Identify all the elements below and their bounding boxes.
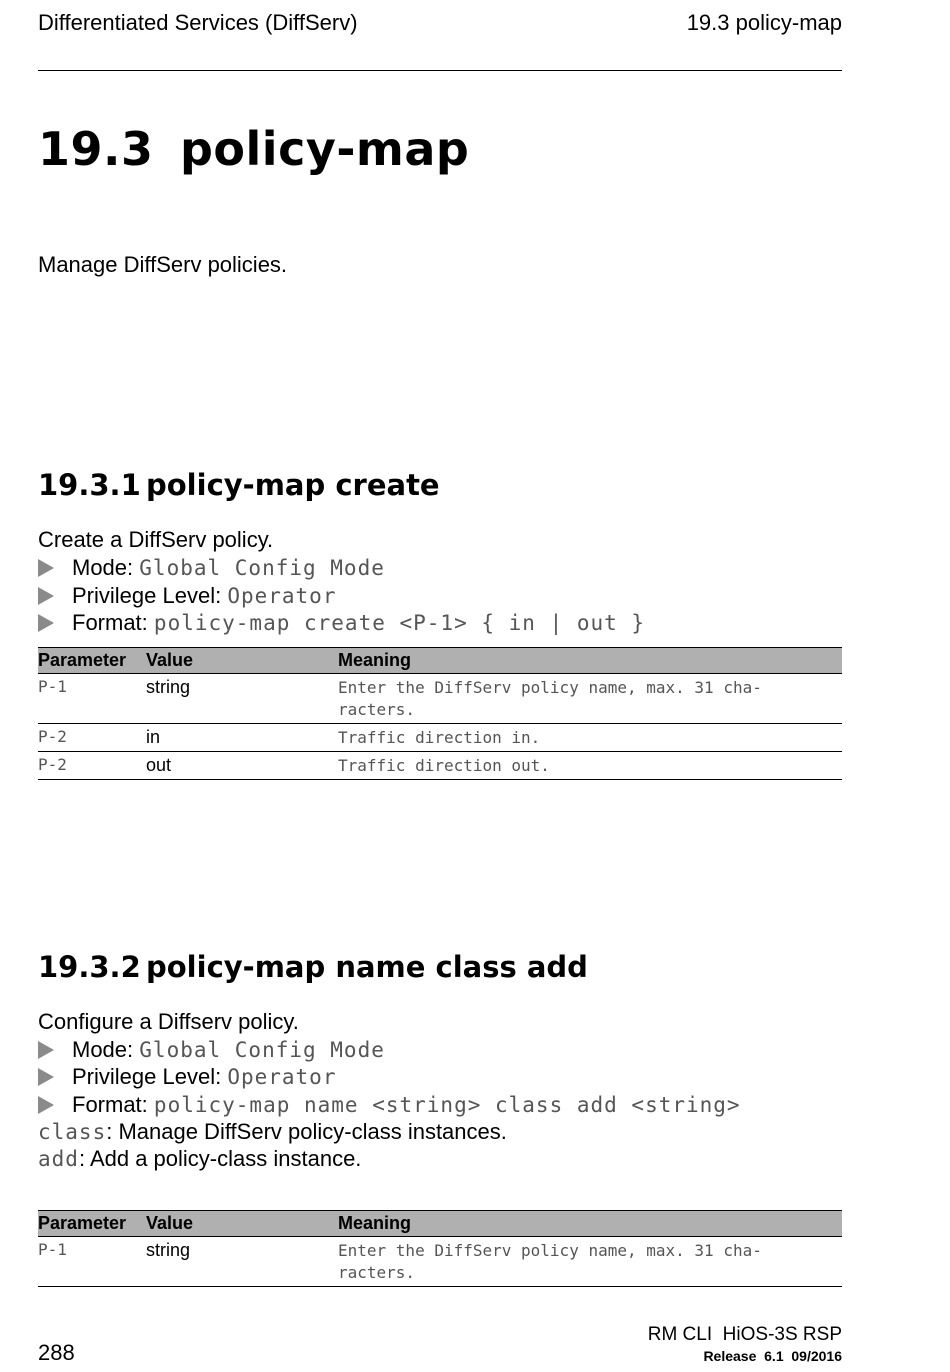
table-row: P-1 string Enter the DiffServ policy name, max. 31 cha-racters. [38, 674, 842, 724]
col-header-value: Value [146, 1211, 338, 1237]
running-header-chapter: Differentiated Services (DiffServ) [38, 10, 358, 35]
table-row: P-1 string Enter the DiffServ policy name, max. 31 cha-racters. [38, 1237, 842, 1287]
col-header-value: Value [146, 648, 338, 674]
section-number: 19.3 [38, 122, 154, 176]
privilege-value: Operator [227, 584, 337, 608]
privilege-value: Operator [227, 1065, 337, 1089]
mode-value: Global Config Mode [139, 1038, 385, 1062]
note-class: class: Manage DiffServ policy-class instances. [38, 1119, 507, 1144]
mode-line: Mode: Global Config Mode [38, 554, 385, 582]
footer-product: RM CLI HiOS-3S RSP [647, 1324, 842, 1345]
bullet-triangle-icon [38, 587, 54, 605]
note-keyword: class [38, 1120, 107, 1144]
privilege-line: Privilege Level: Operator [38, 1063, 336, 1091]
col-header-parameter: Parameter [38, 648, 146, 674]
mode-line: Mode: Global Config Mode [38, 1036, 385, 1064]
col-header-meaning: Meaning [338, 648, 842, 674]
bullet-triangle-icon [38, 1068, 54, 1086]
bullet-triangle-icon [38, 559, 54, 577]
privilege-line: Privilege Level: Operator [38, 582, 336, 610]
format-value: policy-map create <P-1> { in | out } [153, 611, 646, 635]
format-value: policy-map name <string> class add <string> [153, 1093, 741, 1117]
section-title: policy-map [180, 122, 470, 176]
bullet-triangle-icon [38, 614, 54, 632]
format-line: Format: policy-map name <string> class add <string> [38, 1091, 741, 1119]
parameter-table-class-add [38, 1210, 842, 1287]
subsection-heading-create [38, 468, 440, 502]
bullet-triangle-icon [38, 1096, 54, 1114]
subsection-title: policy-map name class add [146, 950, 588, 984]
table-row: P-2 in Traffic direction in. [38, 724, 842, 752]
running-header-section: 19.3 policy-map [686, 10, 842, 35]
page-number: 288 [38, 1340, 75, 1365]
section-heading [38, 122, 469, 176]
subsection-description: Create a DiffServ policy. [38, 527, 274, 552]
subsection-number: 19.3.2 [38, 950, 141, 984]
subsection-description: Configure a Diffserv policy. [38, 1009, 299, 1034]
subsection-title: policy-map create [146, 468, 440, 502]
header-divider [38, 70, 842, 71]
section-description: Manage DiffServ policies. [38, 252, 288, 277]
mode-value: Global Config Mode [139, 556, 385, 580]
bullet-triangle-icon [38, 1041, 54, 1059]
note-keyword: add [38, 1147, 79, 1171]
col-header-parameter: Parameter [38, 1211, 146, 1237]
note-add: add: Add a policy-class instance. [38, 1146, 362, 1171]
table-row: P-2 out Traffic direction out. [38, 752, 842, 780]
subsection-number: 19.3.1 [38, 468, 141, 502]
col-header-meaning: Meaning [338, 1211, 842, 1237]
footer-release: Release 6.1 09/2016 [703, 1348, 842, 1364]
subsection-heading-class-add [38, 950, 588, 984]
parameter-table-create [38, 647, 842, 780]
format-line: Format: policy-map create <P-1> { in | out } [38, 609, 645, 637]
